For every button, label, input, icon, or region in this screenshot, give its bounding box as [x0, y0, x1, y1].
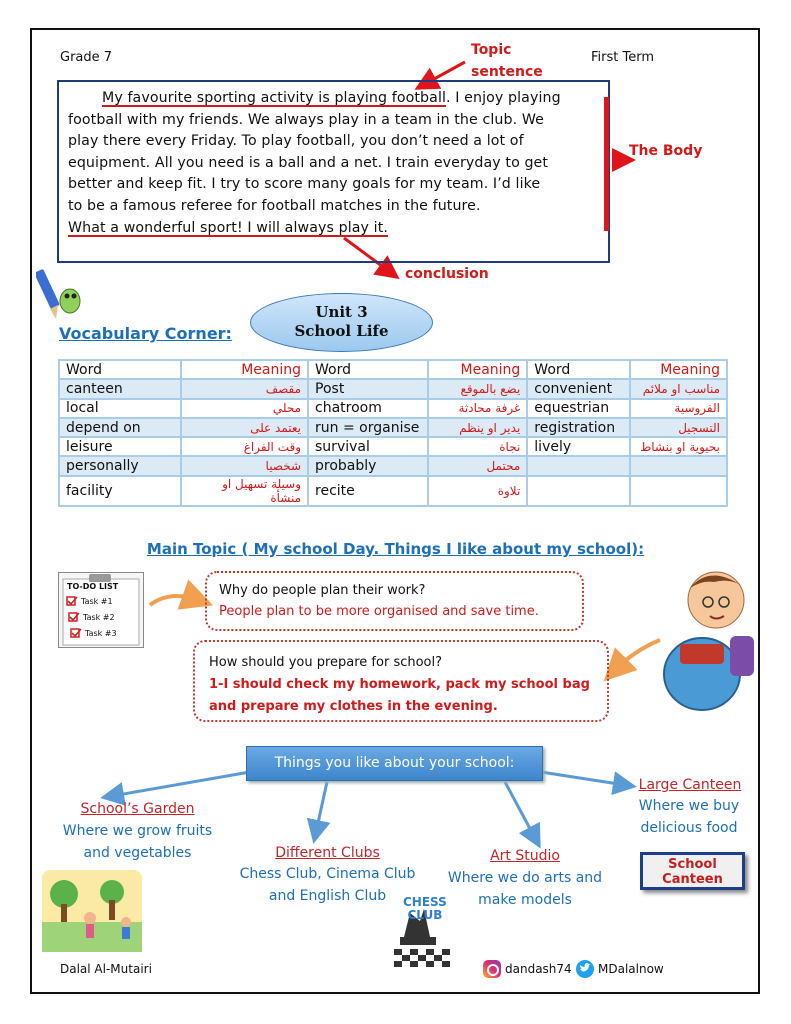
author-name: Dalal Al-Mutairi — [60, 962, 152, 976]
answer-text: 1-I should check my homework, pack my school bag — [209, 677, 590, 692]
word-cell: recite — [308, 476, 428, 506]
word-cell: personally — [59, 456, 181, 475]
pencil-bug-icon — [36, 265, 86, 325]
word-cell: convenient — [527, 379, 630, 398]
twitter-icon — [576, 960, 594, 978]
student-boy-icon — [650, 566, 760, 716]
branch-art-desc — [430, 867, 620, 911]
todo-list-image — [58, 572, 144, 648]
table-row — [59, 437, 727, 456]
meaning-cell — [630, 476, 727, 506]
word-cell: survival — [308, 437, 428, 456]
branch-garden-desc — [45, 820, 230, 864]
body-line: equipment. All you need is a ball and a net. I train everyday to get — [68, 154, 549, 171]
word-cell: probably — [308, 456, 428, 475]
school-canteen-sign — [640, 852, 745, 890]
body-line: . I enjoy playing — [446, 90, 561, 106]
arrow-canteen — [541, 772, 625, 785]
desc-line: Chess Club, Cinema Club — [239, 866, 416, 882]
desc-line: make models — [478, 892, 572, 908]
conclusion-sentence: What a wonderful sport! I will always play it. — [68, 219, 388, 236]
body-line: football with my friends. We always play in a team in the club. We — [68, 111, 544, 128]
chess-label-line: CLUB — [407, 908, 443, 922]
unit-badge — [250, 293, 433, 352]
meaning-cell: يعتمد على — [181, 418, 308, 437]
question-text: Why do people plan their work? — [219, 583, 426, 598]
desc-line: Where we buy — [638, 798, 740, 814]
branch-clubs-title: Different Clubs — [275, 845, 380, 861]
table-row — [59, 456, 727, 475]
arrow-clubs — [316, 782, 327, 832]
table-header-row — [59, 360, 727, 379]
todo-task: Task #3 — [85, 629, 117, 638]
topic-sentence: My favourite sporting activity is playing football — [102, 90, 447, 106]
meaning-cell: محلي — [181, 399, 308, 418]
paragraph — [68, 88, 603, 239]
desc-line: and English Club — [268, 888, 387, 904]
main-topic-heading: Main Topic ( My school Day. Things I like about my school): — [146, 540, 645, 558]
body-bar — [604, 97, 609, 231]
body-line: play there every Friday. To play football, you don’t need a lot of — [68, 133, 524, 150]
word-cell: facility — [59, 476, 181, 506]
meaning-cell: شخصيا — [181, 456, 308, 475]
header-meaning: Meaning — [630, 360, 727, 379]
branch-art-title: Art Studio — [490, 848, 560, 864]
word-cell: chatroom — [308, 399, 428, 418]
meaning-cell: مناسب او ملائم — [630, 379, 727, 398]
meaning-cell: بحيوية او بنشاط — [630, 437, 727, 456]
desc-line: delicious food — [640, 820, 738, 836]
word-cell: Post — [308, 379, 428, 398]
instagram-icon — [483, 960, 501, 978]
unit-title: School Life — [294, 322, 389, 340]
meaning-cell: وسيلة تسهيل او منشأة — [181, 476, 308, 506]
vocabulary-table — [58, 359, 728, 507]
chess-club-label — [403, 896, 447, 922]
term-label: First Term — [591, 50, 655, 65]
sentence-label: sentence — [471, 64, 543, 80]
qa-box-1 — [205, 571, 584, 631]
word-cell: run = organise — [308, 418, 428, 437]
body-label: The Body — [629, 143, 703, 159]
word-cell: lively — [527, 437, 630, 456]
word-cell: equestrian — [527, 399, 630, 418]
todo-task: Task #2 — [83, 613, 115, 622]
header-meaning: Meaning — [428, 360, 528, 379]
header-meaning: Meaning — [181, 360, 308, 379]
meaning-cell: يدير او ينظم — [428, 418, 528, 437]
meaning-cell: التسجيل — [630, 418, 727, 437]
twitter-handle[interactable]: MDalalnow — [598, 962, 664, 976]
chess-label-line: CHESS — [403, 895, 447, 909]
answer-text: and prepare my clothes in the evening. — [209, 699, 498, 714]
meaning-cell: الفروسية — [630, 399, 727, 418]
header-word: Word — [308, 360, 428, 379]
word-cell: depend on — [59, 418, 181, 437]
word-cell: local — [59, 399, 181, 418]
answer-text: People plan to be more organised and save time. — [219, 604, 539, 619]
branch-canteen-title: Large Canteen — [638, 777, 742, 793]
todo-task: Task #1 — [81, 597, 113, 606]
unit-number: Unit 3 — [315, 303, 368, 321]
arrow-art — [505, 782, 535, 838]
meaning-cell: يضع بالموقع — [428, 379, 528, 398]
canteen-sign-line: School — [668, 857, 717, 872]
topic-label: Topic — [471, 42, 512, 58]
canteen-sign-line: Canteen — [662, 872, 723, 887]
table-row — [59, 399, 727, 418]
header-word: Word — [527, 360, 630, 379]
word-cell — [527, 456, 630, 475]
instagram-handle[interactable]: dandash74 — [505, 962, 572, 976]
word-cell: canteen — [59, 379, 181, 398]
branch-canteen-desc — [625, 795, 753, 839]
garden-icon — [42, 870, 142, 952]
table-row — [59, 476, 727, 506]
meaning-cell: وقت الفراغ — [181, 437, 308, 456]
body-line: better and keep fit. I try to score many goals for my team. I’d like — [68, 176, 541, 193]
desc-line: Where we do arts and — [447, 870, 603, 886]
arrow-garden — [112, 772, 250, 796]
body-line: to be a famous referee for football matches in the future. — [68, 197, 481, 214]
todo-arrow — [150, 596, 198, 605]
table-row — [59, 418, 727, 437]
word-cell: leisure — [59, 437, 181, 456]
word-cell — [527, 476, 630, 506]
branch-garden-title: School’s Garden — [80, 801, 195, 817]
conclusion-label: conclusion — [405, 266, 489, 282]
meaning-cell: مقصف — [181, 379, 308, 398]
things-you-like-header: Things you like about your school: — [246, 746, 543, 781]
meaning-cell: محتمل — [428, 456, 528, 475]
table-row — [59, 379, 727, 398]
meaning-cell — [630, 456, 727, 475]
desc-line: and vegetables — [83, 845, 192, 861]
meaning-cell: غرفة محادثة — [428, 399, 528, 418]
header-word: Word — [59, 360, 181, 379]
todo-title: TO-DO LIST — [67, 582, 119, 591]
word-cell: registration — [527, 418, 630, 437]
meaning-cell: نجاة — [428, 437, 528, 456]
question-text: How should you prepare for school? — [209, 655, 443, 670]
meaning-cell: تلاوة — [428, 476, 528, 506]
vocabulary-title: Vocabulary Corner: — [59, 324, 232, 343]
grade-label: Grade 7 — [60, 50, 113, 65]
qa-box-2 — [193, 640, 609, 722]
desc-line: Where we grow fruits — [62, 823, 213, 839]
